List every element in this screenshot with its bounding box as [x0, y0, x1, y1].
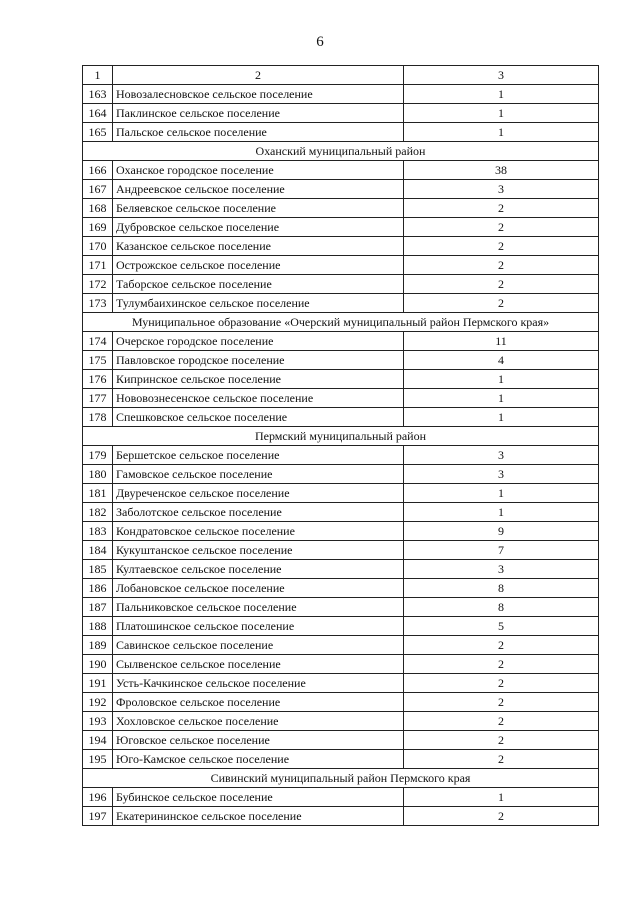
row-number: 177 [83, 389, 113, 408]
row-value: 1 [404, 104, 599, 123]
row-value: 2 [404, 218, 599, 237]
table-row [83, 788, 599, 807]
settlement-name: Очерское городское поселение [113, 332, 404, 351]
table-row [83, 85, 599, 104]
settlement-name: Хохловское сельское поселение [113, 712, 404, 731]
row-number: 182 [83, 503, 113, 522]
table-row [83, 731, 599, 750]
row-value: 2 [404, 674, 599, 693]
row-number: 191 [83, 674, 113, 693]
settlement-name: Нововознесенское сельское поселение [113, 389, 404, 408]
table-row [83, 484, 599, 503]
row-value: 3 [404, 446, 599, 465]
table-row [83, 807, 599, 826]
row-value: 2 [404, 731, 599, 750]
settlement-name: Заболотское сельское поселение [113, 503, 404, 522]
settlement-name: Кипринское сельское поселение [113, 370, 404, 389]
settlement-name: Юговское сельское поселение [113, 731, 404, 750]
row-number: 175 [83, 351, 113, 370]
settlement-name: Паклинское сельское поселение [113, 104, 404, 123]
table-row [83, 522, 599, 541]
row-number: 186 [83, 579, 113, 598]
settlement-name: Пальское сельское поселение [113, 123, 404, 142]
table-row [83, 408, 599, 427]
header-row [83, 66, 599, 85]
section-title: Оханский муниципальный район [83, 142, 599, 161]
table-row [83, 104, 599, 123]
row-value: 2 [404, 693, 599, 712]
row-number: 180 [83, 465, 113, 484]
row-value: 3 [404, 560, 599, 579]
row-value: 8 [404, 579, 599, 598]
settlement-name: Савинское сельское поселение [113, 636, 404, 655]
row-value: 2 [404, 750, 599, 769]
row-value: 11 [404, 332, 599, 351]
settlement-name: Култаевское сельское поселение [113, 560, 404, 579]
table-row [83, 332, 599, 351]
row-value: 7 [404, 541, 599, 560]
table-row [83, 579, 599, 598]
section-row [83, 427, 599, 446]
row-value: 1 [404, 503, 599, 522]
table-row [83, 617, 599, 636]
table-row [83, 218, 599, 237]
row-value: 3 [404, 180, 599, 199]
row-number: 187 [83, 598, 113, 617]
row-number: 188 [83, 617, 113, 636]
settlement-name: Павловское городское поселение [113, 351, 404, 370]
table-row [83, 389, 599, 408]
row-number: 183 [83, 522, 113, 541]
row-value: 1 [404, 788, 599, 807]
table-row [83, 541, 599, 560]
settlement-name: Беляевское сельское поселение [113, 199, 404, 218]
table-row [83, 655, 599, 674]
row-number: 194 [83, 731, 113, 750]
row-number: 174 [83, 332, 113, 351]
table-row [83, 237, 599, 256]
settlement-name: Лобановское сельское поселение [113, 579, 404, 598]
settlement-name: Оханское городское поселение [113, 161, 404, 180]
table-row [83, 446, 599, 465]
table-row [83, 275, 599, 294]
table-row [83, 560, 599, 579]
row-number: 165 [83, 123, 113, 142]
row-value: 2 [404, 256, 599, 275]
table-row [83, 199, 599, 218]
row-number: 181 [83, 484, 113, 503]
row-number: 190 [83, 655, 113, 674]
settlement-name: Юго-Камское сельское поселение [113, 750, 404, 769]
row-number: 189 [83, 636, 113, 655]
settlement-name: Екатерининское сельское поселение [113, 807, 404, 826]
row-value: 2 [404, 807, 599, 826]
table-row [83, 636, 599, 655]
settlement-name: Дубровское сельское поселение [113, 218, 404, 237]
settlement-name: Фроловское сельское поселение [113, 693, 404, 712]
section-row [83, 313, 599, 332]
settlement-name: Гамовское сельское поселение [113, 465, 404, 484]
settlement-name: Бершетское сельское поселение [113, 446, 404, 465]
row-value: 3 [404, 465, 599, 484]
table-row [83, 674, 599, 693]
table-row [83, 180, 599, 199]
row-number: 171 [83, 256, 113, 275]
row-number: 164 [83, 104, 113, 123]
row-value: 5 [404, 617, 599, 636]
row-value: 1 [404, 408, 599, 427]
page-number: 6 [316, 34, 324, 50]
row-number: 168 [83, 199, 113, 218]
row-number: 184 [83, 541, 113, 560]
row-value: 4 [404, 351, 599, 370]
settlement-name: Пальниковское сельское поселение [113, 598, 404, 617]
header-cell-3: 3 [404, 66, 599, 85]
table-row [83, 750, 599, 769]
table-row [83, 598, 599, 617]
row-number: 176 [83, 370, 113, 389]
row-number: 193 [83, 712, 113, 731]
settlement-name: Казанское сельское поселение [113, 237, 404, 256]
settlement-name: Острожское сельское поселение [113, 256, 404, 275]
row-value: 1 [404, 85, 599, 104]
row-value: 9 [404, 522, 599, 541]
row-value: 2 [404, 712, 599, 731]
settlement-name: Кондратовское сельское поселение [113, 522, 404, 541]
table-row [83, 123, 599, 142]
row-number: 173 [83, 294, 113, 313]
header-cell-2: 2 [113, 66, 404, 85]
row-number: 163 [83, 85, 113, 104]
row-value: 2 [404, 275, 599, 294]
row-number: 192 [83, 693, 113, 712]
row-value: 2 [404, 237, 599, 256]
table-row [83, 370, 599, 389]
table-row [83, 294, 599, 313]
row-value: 1 [404, 370, 599, 389]
row-value: 8 [404, 598, 599, 617]
table-body [83, 66, 599, 826]
row-number: 172 [83, 275, 113, 294]
row-number: 170 [83, 237, 113, 256]
settlement-name: Спешковское сельское поселение [113, 408, 404, 427]
row-number: 195 [83, 750, 113, 769]
row-number: 179 [83, 446, 113, 465]
settlement-name: Андреевское сельское поселение [113, 180, 404, 199]
table-row [83, 465, 599, 484]
settlement-name: Тулумбаихинское сельское поселение [113, 294, 404, 313]
section-title: Муниципальное образование «Очерский муниципальный район Пермского края» [83, 313, 599, 332]
table-row [83, 256, 599, 275]
settlement-name: Двуреченское сельское поселение [113, 484, 404, 503]
settlement-name: Новозалесновское сельское поселение [113, 85, 404, 104]
row-number: 196 [83, 788, 113, 807]
settlement-name: Платошинское сельское поселение [113, 617, 404, 636]
settlement-name: Таборское сельское поселение [113, 275, 404, 294]
row-number: 166 [83, 161, 113, 180]
row-number: 169 [83, 218, 113, 237]
table-row [83, 693, 599, 712]
section-title: Пермский муниципальный район [83, 427, 599, 446]
row-value: 2 [404, 636, 599, 655]
section-title: Сивинский муниципальный район Пермского края [83, 769, 599, 788]
header-cell-1: 1 [83, 66, 113, 85]
settlement-name: Бубинское сельское поселение [113, 788, 404, 807]
row-number: 197 [83, 807, 113, 826]
settlement-name: Усть-Качкинское сельское поселение [113, 674, 404, 693]
table-row [83, 503, 599, 522]
row-value: 38 [404, 161, 599, 180]
row-value: 2 [404, 199, 599, 218]
table-row [83, 161, 599, 180]
row-value: 1 [404, 389, 599, 408]
section-row [83, 769, 599, 788]
settlement-name: Сылвенское сельское поселение [113, 655, 404, 674]
row-number: 167 [83, 180, 113, 199]
table-row [83, 712, 599, 731]
row-value: 2 [404, 655, 599, 674]
row-value: 1 [404, 123, 599, 142]
table-row [83, 351, 599, 370]
row-number: 178 [83, 408, 113, 427]
row-value: 1 [404, 484, 599, 503]
row-value: 2 [404, 294, 599, 313]
settlement-name: Кукуштанское сельское поселение [113, 541, 404, 560]
row-number: 185 [83, 560, 113, 579]
settlements-table [82, 65, 599, 826]
section-row [83, 142, 599, 161]
